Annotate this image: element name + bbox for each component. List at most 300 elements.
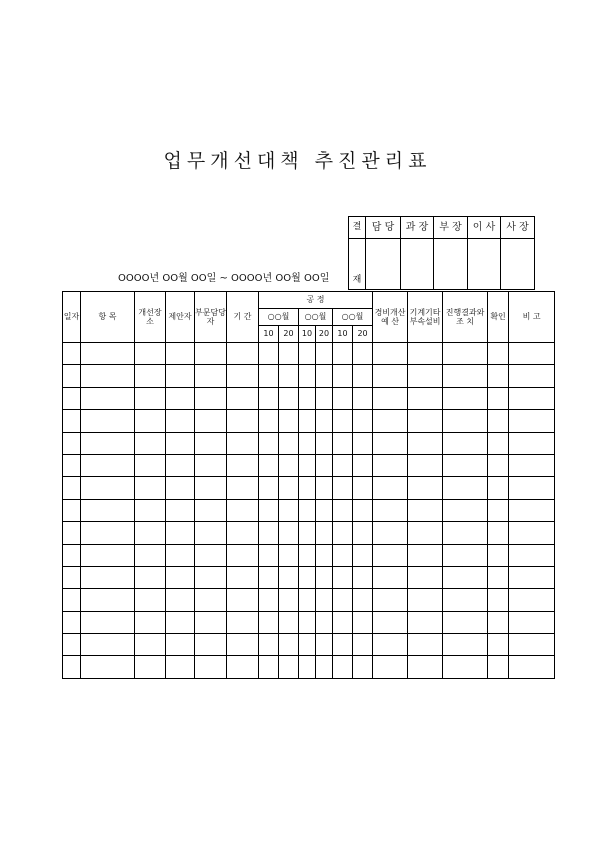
cell-process-m1-10[interactable] xyxy=(259,566,279,588)
cell-process-m1-20[interactable] xyxy=(279,522,299,544)
cell-period[interactable] xyxy=(227,589,259,611)
cell-machine[interactable] xyxy=(408,544,443,566)
cell-process-m3-20[interactable] xyxy=(353,589,373,611)
cell-process-m2-10[interactable] xyxy=(299,343,316,365)
cell-period[interactable] xyxy=(227,365,259,387)
cell-budget[interactable] xyxy=(373,656,408,678)
cell-item[interactable] xyxy=(81,343,135,365)
header-period: 기 간 xyxy=(227,292,259,343)
cell-result[interactable] xyxy=(443,544,488,566)
cell-location[interactable] xyxy=(135,432,166,454)
cell-confirm[interactable] xyxy=(488,387,509,409)
cell-process-m3-20[interactable] xyxy=(353,522,373,544)
header-month-1: ○○월 xyxy=(259,309,299,326)
cell-owner[interactable] xyxy=(195,432,227,454)
cell-process-m2-10[interactable] xyxy=(299,477,316,499)
cell-machine[interactable] xyxy=(408,365,443,387)
cell-result[interactable] xyxy=(443,589,488,611)
cell-item[interactable] xyxy=(81,589,135,611)
cell-proposer[interactable] xyxy=(166,589,195,611)
cell-process-m3-10[interactable] xyxy=(333,343,353,365)
cell-machine[interactable] xyxy=(408,432,443,454)
table-row xyxy=(63,477,555,499)
header-day-20: 20 xyxy=(316,326,333,343)
cell-process-m2-10[interactable] xyxy=(299,611,316,633)
cell-result[interactable] xyxy=(443,410,488,432)
cell-date[interactable] xyxy=(63,634,81,656)
cell-confirm[interactable] xyxy=(488,634,509,656)
cell-proposer[interactable] xyxy=(166,432,195,454)
cell-process-m1-20[interactable] xyxy=(279,611,299,633)
period-range: OOOO년 OO월 OO일 ~ OOOO년 OO월 OO일 xyxy=(118,273,330,284)
cell-process-m1-10[interactable] xyxy=(259,544,279,566)
table-row xyxy=(63,634,555,656)
cell-result[interactable] xyxy=(443,566,488,588)
cell-process-m1-20[interactable] xyxy=(279,499,299,521)
header-machine-line2: 부속설비 xyxy=(409,317,441,326)
cell-process-m2-20[interactable] xyxy=(316,656,333,678)
cell-budget[interactable] xyxy=(373,410,408,432)
approval-label-bottom: 재 xyxy=(349,239,366,290)
table-row xyxy=(63,656,555,678)
cell-process-m2-20[interactable] xyxy=(316,522,333,544)
document-title: 업무개선대책 추진관리표 xyxy=(163,150,432,172)
cell-date[interactable] xyxy=(63,656,81,678)
cell-process-m2-10[interactable] xyxy=(299,410,316,432)
cell-location[interactable] xyxy=(135,499,166,521)
cell-budget[interactable] xyxy=(373,343,408,365)
cell-process-m2-10[interactable] xyxy=(299,634,316,656)
cell-budget[interactable] xyxy=(373,589,408,611)
cell-process-m2-20[interactable] xyxy=(316,365,333,387)
cell-location[interactable] xyxy=(135,410,166,432)
cell-process-m3-10[interactable] xyxy=(333,454,353,476)
cell-process-m2-20[interactable] xyxy=(316,432,333,454)
table-row xyxy=(63,454,555,476)
cell-process-m1-20[interactable] xyxy=(279,454,299,476)
cell-process-m3-10[interactable] xyxy=(333,566,353,588)
cell-item[interactable] xyxy=(81,432,135,454)
cell-process-m3-20[interactable] xyxy=(353,454,373,476)
cell-proposer[interactable] xyxy=(166,499,195,521)
approval-role-director: 이 사 xyxy=(468,217,501,239)
cell-machine[interactable] xyxy=(408,566,443,588)
cell-result[interactable] xyxy=(443,656,488,678)
cell-process-m1-20[interactable] xyxy=(279,566,299,588)
cell-location[interactable] xyxy=(135,477,166,499)
cell-budget[interactable] xyxy=(373,387,408,409)
signature-box-president[interactable] xyxy=(501,239,535,290)
cell-remarks[interactable] xyxy=(509,544,555,566)
cell-item[interactable] xyxy=(81,477,135,499)
cell-period[interactable] xyxy=(227,566,259,588)
header-month-2: ○○월 xyxy=(299,309,333,326)
cell-result[interactable] xyxy=(443,522,488,544)
cell-budget[interactable] xyxy=(373,566,408,588)
cell-machine[interactable] xyxy=(408,387,443,409)
cell-process-m3-10[interactable] xyxy=(333,410,353,432)
cell-process-m3-20[interactable] xyxy=(353,634,373,656)
cell-process-m1-20[interactable] xyxy=(279,343,299,365)
cell-item[interactable] xyxy=(81,544,135,566)
cell-process-m2-10[interactable] xyxy=(299,566,316,588)
cell-budget[interactable] xyxy=(373,544,408,566)
header-process: 공 정 xyxy=(259,292,373,309)
cell-process-m2-20[interactable] xyxy=(316,410,333,432)
cell-machine[interactable] xyxy=(408,656,443,678)
cell-process-m3-20[interactable] xyxy=(353,499,373,521)
cell-process-m1-20[interactable] xyxy=(279,656,299,678)
cell-remarks[interactable] xyxy=(509,410,555,432)
cell-confirm[interactable] xyxy=(488,522,509,544)
signature-box-section-chief[interactable] xyxy=(401,239,434,290)
cell-confirm[interactable] xyxy=(488,432,509,454)
cell-process-m3-20[interactable] xyxy=(353,410,373,432)
cell-date[interactable] xyxy=(63,387,81,409)
cell-date[interactable] xyxy=(63,611,81,633)
header-result-line2: 조 치 xyxy=(456,317,475,326)
cell-item[interactable] xyxy=(81,499,135,521)
cell-remarks[interactable] xyxy=(509,343,555,365)
cell-owner[interactable] xyxy=(195,656,227,678)
cell-process-m2-10[interactable] xyxy=(299,499,316,521)
cell-process-m3-10[interactable] xyxy=(333,499,353,521)
cell-process-m1-10[interactable] xyxy=(259,432,279,454)
cell-period[interactable] xyxy=(227,432,259,454)
cell-process-m2-20[interactable] xyxy=(316,634,333,656)
cell-remarks[interactable] xyxy=(509,634,555,656)
cell-remarks[interactable] xyxy=(509,522,555,544)
approval-role-president: 사 장 xyxy=(501,217,535,239)
cell-process-m3-10[interactable] xyxy=(333,477,353,499)
cell-process-m1-10[interactable] xyxy=(259,656,279,678)
cell-process-m1-10[interactable] xyxy=(259,499,279,521)
cell-location[interactable] xyxy=(135,454,166,476)
cell-process-m3-10[interactable] xyxy=(333,589,353,611)
approval-role-staff: 담 당 xyxy=(366,217,401,239)
cell-item[interactable] xyxy=(81,387,135,409)
cell-process-m3-10[interactable] xyxy=(333,365,353,387)
cell-date[interactable] xyxy=(63,566,81,588)
cell-owner[interactable] xyxy=(195,634,227,656)
cell-budget[interactable] xyxy=(373,522,408,544)
cell-proposer[interactable] xyxy=(166,656,195,678)
cell-process-m1-20[interactable] xyxy=(279,410,299,432)
cell-process-m1-10[interactable] xyxy=(259,454,279,476)
cell-remarks[interactable] xyxy=(509,589,555,611)
cell-process-m3-20[interactable] xyxy=(353,387,373,409)
cell-process-m1-10[interactable] xyxy=(259,589,279,611)
cell-period[interactable] xyxy=(227,634,259,656)
cell-confirm[interactable] xyxy=(488,589,509,611)
cell-process-m2-10[interactable] xyxy=(299,544,316,566)
cell-date[interactable] xyxy=(63,522,81,544)
signature-box-staff[interactable] xyxy=(366,239,401,290)
cell-process-m3-20[interactable] xyxy=(353,343,373,365)
cell-period[interactable] xyxy=(227,522,259,544)
cell-period[interactable] xyxy=(227,454,259,476)
cell-item[interactable] xyxy=(81,611,135,633)
cell-period[interactable] xyxy=(227,499,259,521)
header-owner: 부문담당자 xyxy=(195,292,227,343)
table-row xyxy=(63,566,555,588)
cell-process-m3-20[interactable] xyxy=(353,477,373,499)
cell-machine[interactable] xyxy=(408,343,443,365)
cell-proposer[interactable] xyxy=(166,343,195,365)
cell-owner[interactable] xyxy=(195,387,227,409)
cell-process-m1-10[interactable] xyxy=(259,611,279,633)
cell-process-m2-10[interactable] xyxy=(299,365,316,387)
cell-date[interactable] xyxy=(63,499,81,521)
cell-confirm[interactable] xyxy=(488,611,509,633)
cell-owner[interactable] xyxy=(195,365,227,387)
cell-date[interactable] xyxy=(63,343,81,365)
table-row xyxy=(63,410,555,432)
cell-proposer[interactable] xyxy=(166,634,195,656)
cell-process-m3-10[interactable] xyxy=(333,522,353,544)
header-machine-line1: 기계기타 xyxy=(409,307,441,317)
header-budget-line2: 예 산 xyxy=(381,317,400,326)
cell-process-m3-20[interactable] xyxy=(353,432,373,454)
cell-owner[interactable] xyxy=(195,522,227,544)
cell-item[interactable] xyxy=(81,365,135,387)
cell-process-m3-10[interactable] xyxy=(333,387,353,409)
cell-process-m3-20[interactable] xyxy=(353,656,373,678)
cell-remarks[interactable] xyxy=(509,611,555,633)
cell-confirm[interactable] xyxy=(488,656,509,678)
cell-result[interactable] xyxy=(443,634,488,656)
cell-budget[interactable] xyxy=(373,477,408,499)
header-day-10: 10 xyxy=(333,326,353,343)
cell-remarks[interactable] xyxy=(509,454,555,476)
cell-process-m1-10[interactable] xyxy=(259,343,279,365)
cell-process-m1-20[interactable] xyxy=(279,432,299,454)
cell-confirm[interactable] xyxy=(488,477,509,499)
cell-date[interactable] xyxy=(63,454,81,476)
header-confirm: 확인 xyxy=(488,292,509,343)
cell-location[interactable] xyxy=(135,634,166,656)
cell-process-m2-20[interactable] xyxy=(316,387,333,409)
table-row xyxy=(63,522,555,544)
cell-process-m2-20[interactable] xyxy=(316,611,333,633)
header-machine xyxy=(408,292,443,343)
cell-process-m2-20[interactable] xyxy=(316,589,333,611)
cell-owner[interactable] xyxy=(195,477,227,499)
cell-process-m3-10[interactable] xyxy=(333,544,353,566)
cell-confirm[interactable] xyxy=(488,410,509,432)
cell-date[interactable] xyxy=(63,410,81,432)
cell-date[interactable] xyxy=(63,432,81,454)
cell-process-m3-20[interactable] xyxy=(353,544,373,566)
cell-process-m3-10[interactable] xyxy=(333,611,353,633)
cell-owner[interactable] xyxy=(195,410,227,432)
cell-location[interactable] xyxy=(135,343,166,365)
cell-process-m1-10[interactable] xyxy=(259,365,279,387)
table-row xyxy=(63,499,555,521)
header-budget xyxy=(373,292,408,343)
cell-period[interactable] xyxy=(227,544,259,566)
cell-result[interactable] xyxy=(443,611,488,633)
cell-owner[interactable] xyxy=(195,589,227,611)
cell-location[interactable] xyxy=(135,387,166,409)
cell-budget[interactable] xyxy=(373,454,408,476)
cell-process-m1-10[interactable] xyxy=(259,634,279,656)
cell-location[interactable] xyxy=(135,656,166,678)
cell-location[interactable] xyxy=(135,566,166,588)
cell-location[interactable] xyxy=(135,522,166,544)
cell-remarks[interactable] xyxy=(509,566,555,588)
cell-machine[interactable] xyxy=(408,634,443,656)
cell-machine[interactable] xyxy=(408,522,443,544)
cell-location[interactable] xyxy=(135,365,166,387)
cell-machine[interactable] xyxy=(408,410,443,432)
cell-period[interactable] xyxy=(227,410,259,432)
cell-process-m3-20[interactable] xyxy=(353,566,373,588)
cell-process-m3-10[interactable] xyxy=(333,432,353,454)
cell-confirm[interactable] xyxy=(488,544,509,566)
cell-process-m2-20[interactable] xyxy=(316,343,333,365)
cell-confirm[interactable] xyxy=(488,343,509,365)
cell-confirm[interactable] xyxy=(488,454,509,476)
cell-item[interactable] xyxy=(81,634,135,656)
cell-proposer[interactable] xyxy=(166,522,195,544)
cell-machine[interactable] xyxy=(408,499,443,521)
cell-process-m1-20[interactable] xyxy=(279,365,299,387)
cell-date[interactable] xyxy=(63,544,81,566)
header-location: 개선장소 xyxy=(135,292,166,343)
cell-item[interactable] xyxy=(81,566,135,588)
cell-remarks[interactable] xyxy=(509,499,555,521)
cell-remarks[interactable] xyxy=(509,365,555,387)
cell-process-m3-10[interactable] xyxy=(333,656,353,678)
approval-label-top: 결 xyxy=(349,217,366,239)
cell-period[interactable] xyxy=(227,611,259,633)
cell-process-m2-10[interactable] xyxy=(299,432,316,454)
cell-period[interactable] xyxy=(227,656,259,678)
cell-result[interactable] xyxy=(443,454,488,476)
cell-owner[interactable] xyxy=(195,343,227,365)
cell-result[interactable] xyxy=(443,365,488,387)
cell-owner[interactable] xyxy=(195,544,227,566)
cell-process-m2-20[interactable] xyxy=(316,454,333,476)
signature-box-dept-head[interactable] xyxy=(434,239,468,290)
cell-owner[interactable] xyxy=(195,611,227,633)
cell-result[interactable] xyxy=(443,432,488,454)
cell-item[interactable] xyxy=(81,454,135,476)
cell-process-m2-10[interactable] xyxy=(299,387,316,409)
cell-process-m2-20[interactable] xyxy=(316,544,333,566)
table-row xyxy=(63,611,555,633)
cell-process-m2-20[interactable] xyxy=(316,499,333,521)
cell-proposer[interactable] xyxy=(166,566,195,588)
cell-item[interactable] xyxy=(81,656,135,678)
cell-process-m3-10[interactable] xyxy=(333,634,353,656)
cell-process-m2-10[interactable] xyxy=(299,454,316,476)
header-proposer: 제안자 xyxy=(166,292,195,343)
cell-process-m1-10[interactable] xyxy=(259,522,279,544)
cell-remarks[interactable] xyxy=(509,656,555,678)
cell-result[interactable] xyxy=(443,499,488,521)
cell-process-m3-20[interactable] xyxy=(353,365,373,387)
cell-remarks[interactable] xyxy=(509,432,555,454)
header-budget-line1: 경비개산 xyxy=(374,307,406,317)
cell-owner[interactable] xyxy=(195,499,227,521)
cell-process-m3-20[interactable] xyxy=(353,611,373,633)
cell-machine[interactable] xyxy=(408,589,443,611)
cell-process-m1-10[interactable] xyxy=(259,410,279,432)
cell-period[interactable] xyxy=(227,343,259,365)
cell-machine[interactable] xyxy=(408,477,443,499)
table-row xyxy=(63,544,555,566)
cell-proposer[interactable] xyxy=(166,454,195,476)
cell-remarks[interactable] xyxy=(509,477,555,499)
cell-proposer[interactable] xyxy=(166,387,195,409)
cell-process-m1-10[interactable] xyxy=(259,477,279,499)
cell-location[interactable] xyxy=(135,589,166,611)
cell-process-m2-20[interactable] xyxy=(316,477,333,499)
table-row xyxy=(63,387,555,409)
cell-item[interactable] xyxy=(81,522,135,544)
signature-box-director[interactable] xyxy=(468,239,501,290)
cell-result[interactable] xyxy=(443,387,488,409)
cell-process-m2-10[interactable] xyxy=(299,656,316,678)
cell-budget[interactable] xyxy=(373,432,408,454)
cell-date[interactable] xyxy=(63,589,81,611)
cell-confirm[interactable] xyxy=(488,566,509,588)
cell-process-m2-20[interactable] xyxy=(316,566,333,588)
cell-location[interactable] xyxy=(135,544,166,566)
cell-period[interactable] xyxy=(227,387,259,409)
cell-confirm[interactable] xyxy=(488,365,509,387)
cell-process-m1-20[interactable] xyxy=(279,387,299,409)
cell-period[interactable] xyxy=(227,477,259,499)
header-day-10: 10 xyxy=(259,326,279,343)
cell-process-m1-10[interactable] xyxy=(259,387,279,409)
cell-budget[interactable] xyxy=(373,499,408,521)
cell-process-m1-20[interactable] xyxy=(279,634,299,656)
cell-proposer[interactable] xyxy=(166,410,195,432)
cell-location[interactable] xyxy=(135,611,166,633)
cell-proposer[interactable] xyxy=(166,477,195,499)
cell-owner[interactable] xyxy=(195,566,227,588)
cell-proposer[interactable] xyxy=(166,544,195,566)
cell-date[interactable] xyxy=(63,477,81,499)
cell-date[interactable] xyxy=(63,365,81,387)
cell-budget[interactable] xyxy=(373,365,408,387)
cell-remarks[interactable] xyxy=(509,387,555,409)
cell-proposer[interactable] xyxy=(166,365,195,387)
cell-proposer[interactable] xyxy=(166,611,195,633)
cell-process-m1-20[interactable] xyxy=(279,477,299,499)
improvement-table xyxy=(62,291,555,679)
header-remarks: 비 고 xyxy=(509,292,555,343)
cell-process-m1-20[interactable] xyxy=(279,544,299,566)
cell-machine[interactable] xyxy=(408,611,443,633)
cell-process-m1-20[interactable] xyxy=(279,589,299,611)
cell-process-m2-10[interactable] xyxy=(299,522,316,544)
cell-owner[interactable] xyxy=(195,454,227,476)
approval-table xyxy=(348,216,535,290)
cell-budget[interactable] xyxy=(373,634,408,656)
header-month-3: ○○월 xyxy=(333,309,373,326)
cell-machine[interactable] xyxy=(408,454,443,476)
cell-budget[interactable] xyxy=(373,611,408,633)
cell-process-m2-10[interactable] xyxy=(299,589,316,611)
cell-confirm[interactable] xyxy=(488,499,509,521)
cell-result[interactable] xyxy=(443,343,488,365)
cell-item[interactable] xyxy=(81,410,135,432)
cell-result[interactable] xyxy=(443,477,488,499)
